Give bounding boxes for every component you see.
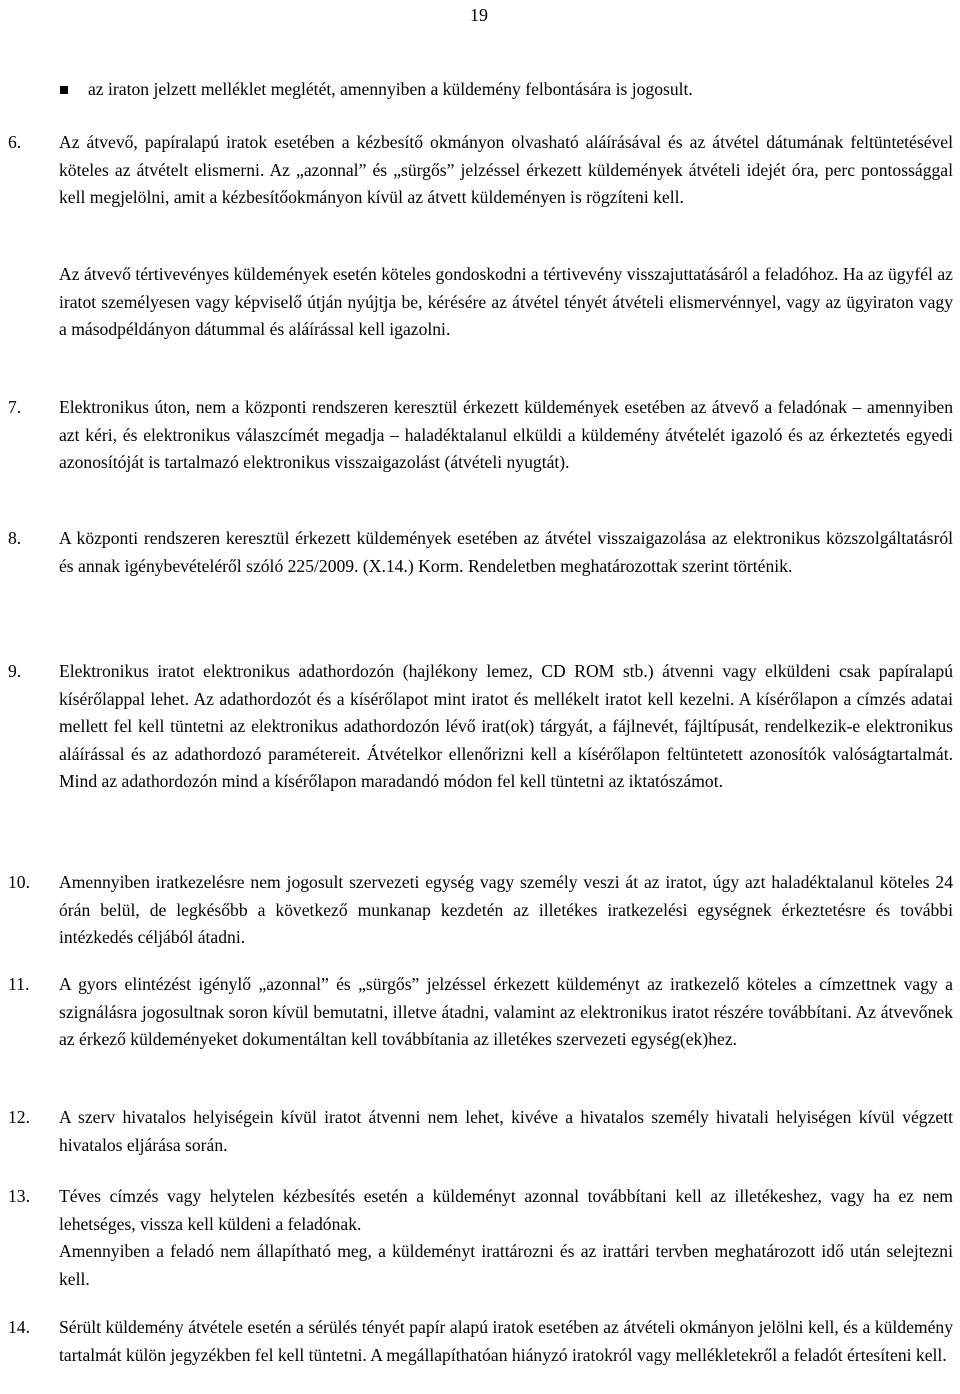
paragraph: A szerv hivatalos helyiségein kívül iratot átvenni nem lehet, kivéve a hivatalos személy hivatali helyiségen kívül végzett hivatalos eljárása során. <box>59 1107 953 1155</box>
item-number: 11. <box>8 974 30 994</box>
item-number: 12. <box>8 1107 30 1127</box>
list-item-13 <box>8 1183 953 1293</box>
paragraph: Az átvevő, papíralapú iratok esetében a kézbesítő okmányon olvasható aláírásával és az átvétel dátumának feltüntetésével köteles az átvételt elismerni. Az „azonnal” és „sürgős” jelzéssel érkezett küldemények átvételi idejét óra, perc pontossággal kell megjelölni, amit a kézbesítőokmányon kívül az átvett küldeményen is rögzíteni kell. <box>59 132 953 207</box>
square-bullet-icon <box>60 86 68 94</box>
item-number: 6. <box>8 132 22 152</box>
list-item-6 <box>8 129 953 212</box>
paragraph: Amennyiben iratkezelésre nem jogosult szervezeti egység vagy személy veszi át az iratot, úgy azt haladéktalanul köteles 24 órán belül, de legkésőbb a következő munkanap kezdetén az illetékes iratkezelési egységnek érkeztetésre és további intézkedés céljából átadni. <box>59 872 953 947</box>
list-item-12 <box>8 1104 953 1159</box>
list-item-11 <box>8 971 953 1054</box>
paragraph: Téves címzés vagy helytelen kézbesítés esetén a küldeményt azonnal továbbítani kell az illetékeshez, vagy ha ez nem lehetséges, vissza kell küldeni a feladónak. <box>59 1186 953 1234</box>
item-number: 8. <box>8 528 22 548</box>
paragraph: Elektronikus iratot elektronikus adathordozón (hajlékony lemez, CD ROM stb.) átvenni vagy elküldeni csak papíralapú kísérőlappal lehet. Az adathordozót és a kísérőlapot mint iratot és mellékelt iratot kell kezelni. A kísérőlapon a címzés adatai mellett fel kell tüntetni az elektronikus adathordozón lévő irat(ok) tárgyát, a fájlnevét, fájltípusát, rendelkezik-e elektronikus aláírással és az adathordozó paramétereit. Átvételkor ellenőrizni kell a kísérőlapon feltüntetett azonosítók valóságtartalmát. Mind az adathordozón mind a kísérőlapon maradandó módon fel kell tüntetni az iktatószámot. <box>59 661 953 791</box>
list-item-9 <box>8 658 953 796</box>
list-item-8 <box>8 525 953 580</box>
paragraph: Elektronikus úton, nem a központi rendszeren keresztül érkezett küldemények esetében az átvevő a feladónak – amennyiben azt kéri, és elektronikus válaszcímét megadja – haladéktalanul elküldi a küldemény átvételét igazoló és az érkeztetés egyedi azonosítóját is tartalmazó elektronikus visszaigazolást (átvételi nyugtát). <box>59 397 953 472</box>
item-number: 7. <box>8 397 22 417</box>
bullet-item <box>60 76 925 104</box>
list-item-14 <box>8 1314 953 1369</box>
paragraph: Az átvevő tértivevényes küldemények esetén köteles gondoskodni a tértivevény visszajuttatásáról a feladóhoz. Ha az ügyfél az iratot személyesen vagy képviselő útján nyújtja be, kérésére az átvétel tényét átvételi elismervénnyel, vagy az ügyiraton vagy a másodpéldányon dátummal és aláírással kell igazolni. <box>59 264 953 339</box>
page-number: 19 <box>470 5 488 25</box>
item-number: 14. <box>8 1317 30 1337</box>
paragraph: A központi rendszeren keresztül érkezett küldemények esetében az átvétel visszaigazolása az elektronikus közszolgáltatásról és annak igénybevételéről szóló 225/2009. (X.14.) Korm. Rendeletben meghatározottak szerint történik. <box>59 528 953 576</box>
item-number: 9. <box>8 661 22 681</box>
list-item-7 <box>8 394 953 477</box>
list-item-10 <box>8 869 953 952</box>
bullet-text: az iraton jelzett melléklet meglétét, amennyiben a küldemény felbontására is jogosult. <box>88 79 693 99</box>
paragraph: Sérült küldemény átvétele esetén a sérülés tényét papír alapú iratok esetében az átvételi okmányon jelölni kell, és a küldemény tartalmát külön jegyzékben fel kell tüntetni. A megállapíthatóan hiányzó iratokról vagy mellékletekről a feladót értesíteni kell. <box>59 1317 953 1365</box>
paragraph: A gyors elintézést igénylő „azonnal” és „sürgős” jelzéssel érkezett küldeményt az iratkezelő köteles a címzettnek vagy a szignálásra jogosultnak soron kívül bemutatni, illetve átadni, valamint az elektronikus iratot részére továbbítani. Az átvevőnek az érkező küldeményeket dokumentáltan kell továbbítania az illetékes szervezeti egység(ek)hez. <box>59 974 953 1049</box>
item-number: 13. <box>8 1186 30 1206</box>
item-number: 10. <box>8 872 30 892</box>
paragraph: Amennyiben a feladó nem állapítható meg, a küldeményt irattározni és az irattári tervben meghatározott idő után selejtezni kell. <box>59 1241 953 1289</box>
